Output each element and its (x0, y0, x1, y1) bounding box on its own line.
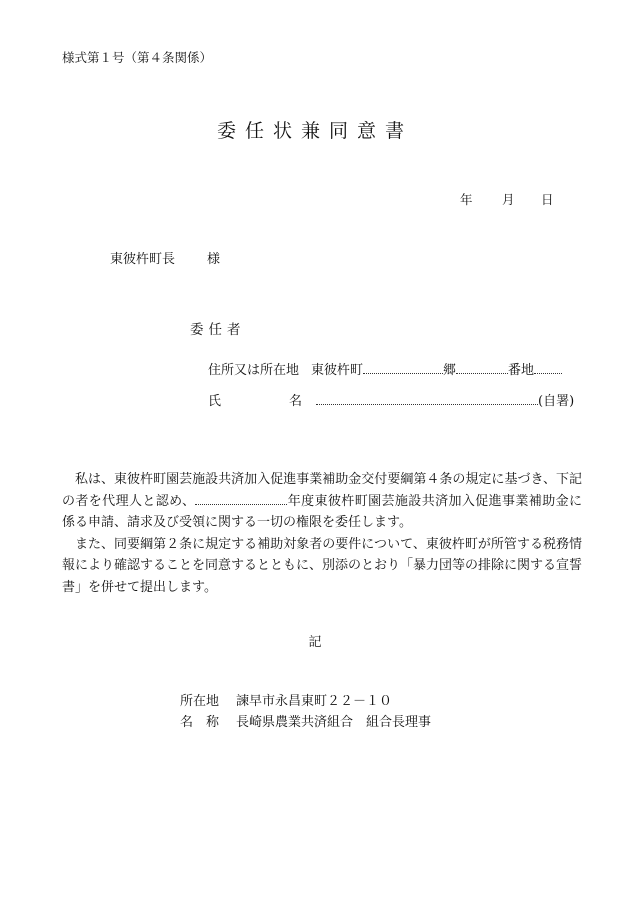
addressee-name: 東彼杵町長 (110, 252, 176, 267)
agent-name-label: 名 称 (180, 715, 220, 730)
date-day-label: 日 (541, 192, 554, 207)
name-label-1: 氏 (208, 394, 222, 409)
body-paragraph-1-b: 年度東彼杵町園芸施設共済加入促進事業補助金に係る申請、請求及び受領に関する一切の権限を委任します。 (62, 493, 582, 530)
address-blank-tail[interactable] (534, 361, 562, 374)
principal-label: 委任者 (190, 322, 246, 338)
agent-address-label: 所在地 (180, 694, 220, 709)
signature-note: (自署) (538, 394, 575, 409)
agent-name-value: 長崎県農業共済組合 組合長理事 (236, 715, 432, 730)
agent-address-row (180, 690, 392, 709)
address-label: 住所又は所在地 (208, 363, 300, 378)
address-go: 郷 (443, 363, 457, 378)
address-blank-number[interactable] (456, 361, 508, 374)
name-label-2: 名 (289, 394, 303, 409)
body-paragraph-2: また、同要綱第２条に規定する補助対象者の要件について、東彼杵町が所管する税務情報により確認することを同意するとともに、別添のとおり「暴力団等の排除に関する宣誓書」を併せて提出します。 (62, 536, 583, 595)
agent-name-row (180, 711, 431, 730)
address-town: 東彼杵町 (311, 363, 364, 378)
fiscal-year-blank[interactable] (195, 492, 287, 505)
body-paragraph-1-a: 私は、東彼杵町園芸施設共済加入促進事業補助金交付要綱第４条の規定に基づき、下記の者を代理人と認め、 (62, 472, 582, 509)
principal-address-row (208, 359, 562, 378)
body-paragraph-1 (62, 469, 582, 534)
address-blank-area[interactable] (363, 361, 443, 374)
addressee-honorific: 様 (207, 252, 221, 267)
addressee (110, 248, 220, 267)
date-year-label: 年 (460, 192, 473, 207)
form-number: 様式第１号（第４条関係） (62, 50, 213, 65)
document-title: 委任状兼同意書 (216, 120, 413, 142)
record-heading: 記 (308, 635, 322, 650)
address-banchi: 番地 (508, 363, 535, 378)
body-text (62, 469, 582, 598)
name-signature-blank[interactable] (316, 392, 538, 405)
date-month-label: 月 (502, 192, 515, 207)
agent-address-value: 諫早市永昌東町２２－１０ (236, 694, 393, 709)
principal-name-row (208, 390, 574, 409)
